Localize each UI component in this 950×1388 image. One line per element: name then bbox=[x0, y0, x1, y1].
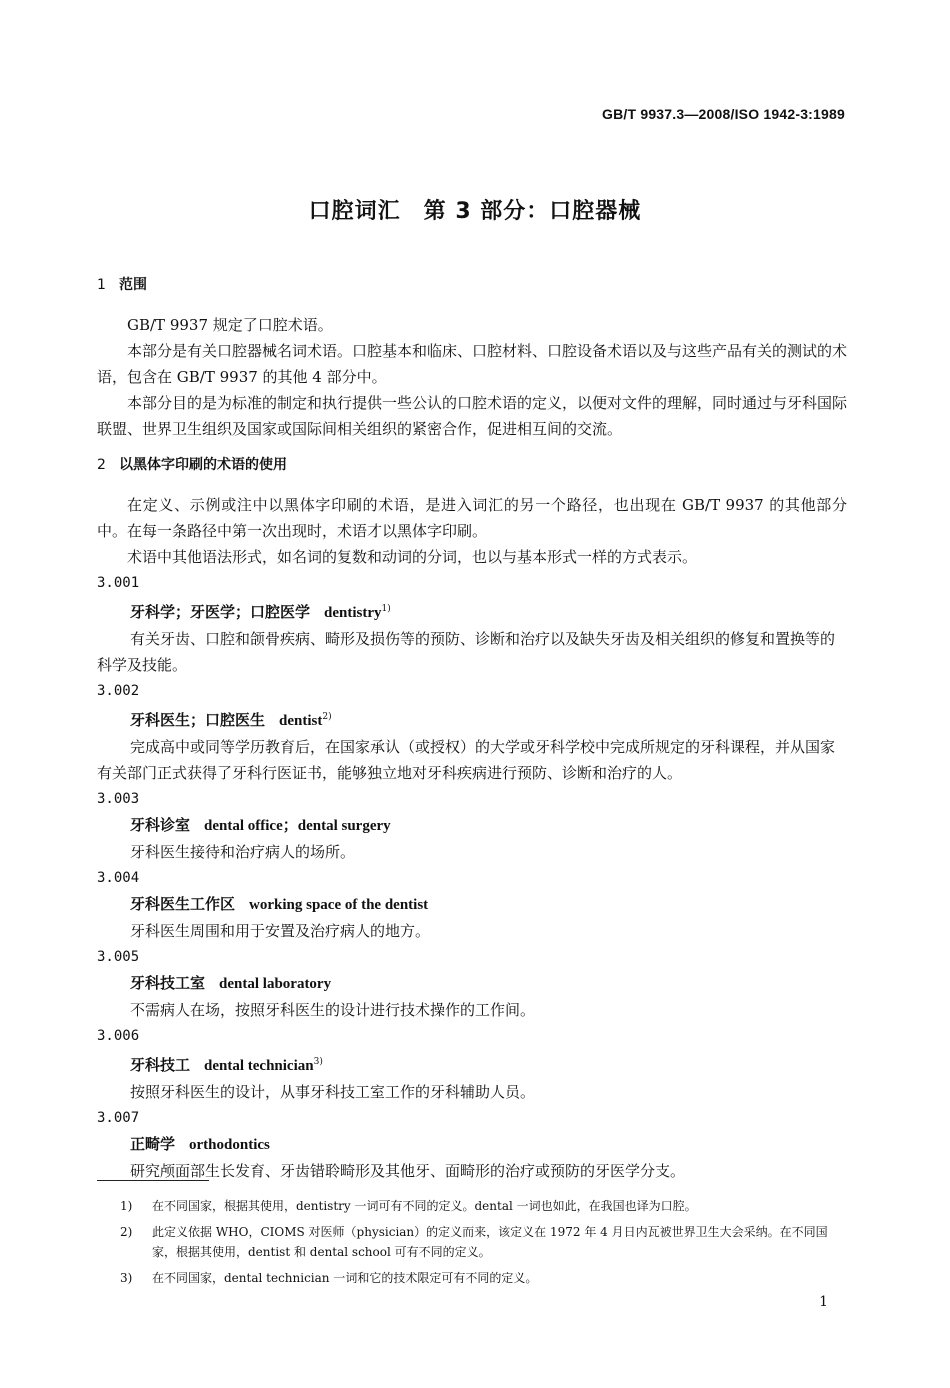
section-title: 以黑体字印刷的术语的使用 bbox=[119, 457, 287, 473]
term-en: working space of the dentist bbox=[249, 897, 429, 913]
footnote-text: 此定义依据 WHO，CIOMS 对医师（physician）的定义而来，该定义在 1972 年 4 月日内瓦被世界卫生大会采纳。在不同国家，根据其使用，dentist 和 dental school 可有不同的定义。 bbox=[152, 1225, 828, 1259]
entry-term bbox=[97, 596, 847, 626]
entry-definition: 牙科医生接待和治疗病人的场所。 bbox=[130, 843, 356, 861]
entry-term bbox=[97, 704, 847, 734]
footnote bbox=[120, 1196, 850, 1216]
entry-definition: 不需病人在场，按照牙科医生的设计进行技术操作的工作间。 bbox=[130, 1001, 536, 1019]
term-zh: 牙科学；牙医学；口腔医学 bbox=[130, 603, 311, 621]
entry-definition: 研究颅面部生长发育、牙齿错聆畸形及其他牙、面畸形的治疗或预防的牙医学分支。 bbox=[130, 1162, 686, 1180]
entry-term bbox=[97, 1049, 847, 1079]
entry-number: 3.007 bbox=[97, 1110, 140, 1126]
term-entry-3-005 bbox=[97, 944, 847, 1023]
entry-term bbox=[97, 891, 847, 918]
term-zh: 牙科诊室 bbox=[130, 816, 191, 834]
footnote-text: 在不同国家，根据其使用，dentistry 一词可有不同的定义。dental 一词也如此，在我国也译为口腔。 bbox=[152, 1199, 697, 1213]
footnote-ref: 2) bbox=[322, 712, 332, 722]
page-number: 1 bbox=[819, 1294, 828, 1310]
footnote bbox=[120, 1222, 850, 1262]
entry-term bbox=[97, 970, 847, 997]
paragraph: 术语中其他语法形式，如名词的复数和动词的分词，也以与基本形式一样的方式表示。 bbox=[127, 548, 698, 566]
paragraph: 本部分是有关口腔器械名词术语。口腔基本和临床、口腔材料、口腔设备术语以及与这些产品有关的测试的术语，包含在 GB/T 9937 的其他 4 部分中。 bbox=[97, 342, 848, 386]
footnote bbox=[120, 1268, 850, 1288]
entry-number: 3.002 bbox=[97, 683, 140, 699]
entry-number: 3.006 bbox=[97, 1028, 140, 1044]
term-entry-3-007 bbox=[97, 1105, 847, 1184]
section-number: 2 bbox=[97, 457, 106, 473]
entry-definition: 完成高中或同等学历教育后，在国家承认（或授权）的大学或牙科学校中完成所规定的牙科课程，并从国家有关部门正式获得了牙科行医证书，能够独立地对牙科疾病进行预防、诊断和治疗的人。 bbox=[97, 738, 836, 782]
paragraph: 本部分目的是为标准的制定和执行提供一些公认的口腔术语的定义，以便对文件的理解，同时通过与牙科国际联盟、世界卫生组织及国家或国际间相关组织的紧密合作，促进相互间的交流。 bbox=[97, 394, 848, 438]
paragraph: 在定义、示例或注中以黑体字印刷的术语，是进入词汇的另一个路径，也出现在 GB/T 9937 的其他部分中。在每一条路径中第一次出现时，术语才以黑体字印刷。 bbox=[97, 496, 847, 540]
entry-number: 3.001 bbox=[97, 575, 140, 591]
footnote-number: 3) bbox=[120, 1271, 133, 1285]
footnote-ref: 3) bbox=[313, 1057, 323, 1067]
term-entry-3-006 bbox=[97, 1023, 847, 1105]
entry-term bbox=[97, 1131, 847, 1158]
term-en: orthodontics bbox=[189, 1137, 270, 1153]
document-title: 口腔词汇 第 3 部分：口腔器械 bbox=[308, 199, 642, 224]
term-zh: 牙科医生；口腔医生 bbox=[130, 711, 266, 729]
term-zh: 牙科技工室 bbox=[130, 974, 206, 992]
footnote-number: 2) bbox=[120, 1225, 133, 1239]
entry-definition: 有关牙齿、口腔和颌骨疾病、畸形及损伤等的预防、诊断和治疗以及缺失牙齿及相关组织的修复和置换等的科学及技能。 bbox=[97, 630, 836, 674]
term-en: dental office；dental surgery bbox=[204, 818, 391, 834]
term-zh: 牙科医生工作区 bbox=[130, 895, 236, 913]
footnote-text: 在不同国家，dental technician 一词和它的技术限定可有不同的定义。 bbox=[152, 1271, 538, 1285]
entry-number: 3.005 bbox=[97, 949, 140, 965]
standard-code: GB/T 9937.3—2008/ISO 1942-3:1989 bbox=[602, 106, 845, 122]
paragraph: GB/T 9937 规定了口腔术语。 bbox=[127, 316, 333, 334]
entry-number: 3.003 bbox=[97, 791, 140, 807]
term-zh: 正畸学 bbox=[130, 1135, 176, 1153]
section-number: 1 bbox=[97, 277, 106, 293]
term-en: dental laboratory bbox=[219, 976, 332, 992]
section-title: 范围 bbox=[119, 277, 147, 293]
term-entry-3-003 bbox=[97, 786, 847, 865]
entry-term bbox=[97, 812, 847, 839]
term-en: dentistry bbox=[324, 605, 382, 621]
section-heading-scope bbox=[97, 272, 847, 298]
term-entry-3-004 bbox=[97, 865, 847, 944]
term-entry-3-002 bbox=[97, 678, 847, 786]
term-zh: 牙科技工 bbox=[130, 1056, 191, 1074]
entry-number: 3.004 bbox=[97, 870, 140, 886]
entry-definition: 按照牙科医生的设计，从事牙科技工室工作的牙科辅助人员。 bbox=[130, 1083, 536, 1101]
document-body bbox=[97, 272, 847, 1184]
footnote-ref: 1) bbox=[381, 604, 391, 614]
footnotes bbox=[120, 1196, 850, 1294]
footnote-divider bbox=[97, 1180, 209, 1181]
term-entry-3-001 bbox=[97, 570, 847, 678]
section-heading-bold-terms bbox=[97, 452, 847, 478]
entry-definition: 牙科医生周围和用于安置及治疗病人的地方。 bbox=[130, 922, 431, 940]
footnote-number: 1) bbox=[120, 1199, 133, 1213]
term-en: dental technician bbox=[204, 1058, 314, 1074]
term-en: dentist bbox=[279, 713, 323, 729]
